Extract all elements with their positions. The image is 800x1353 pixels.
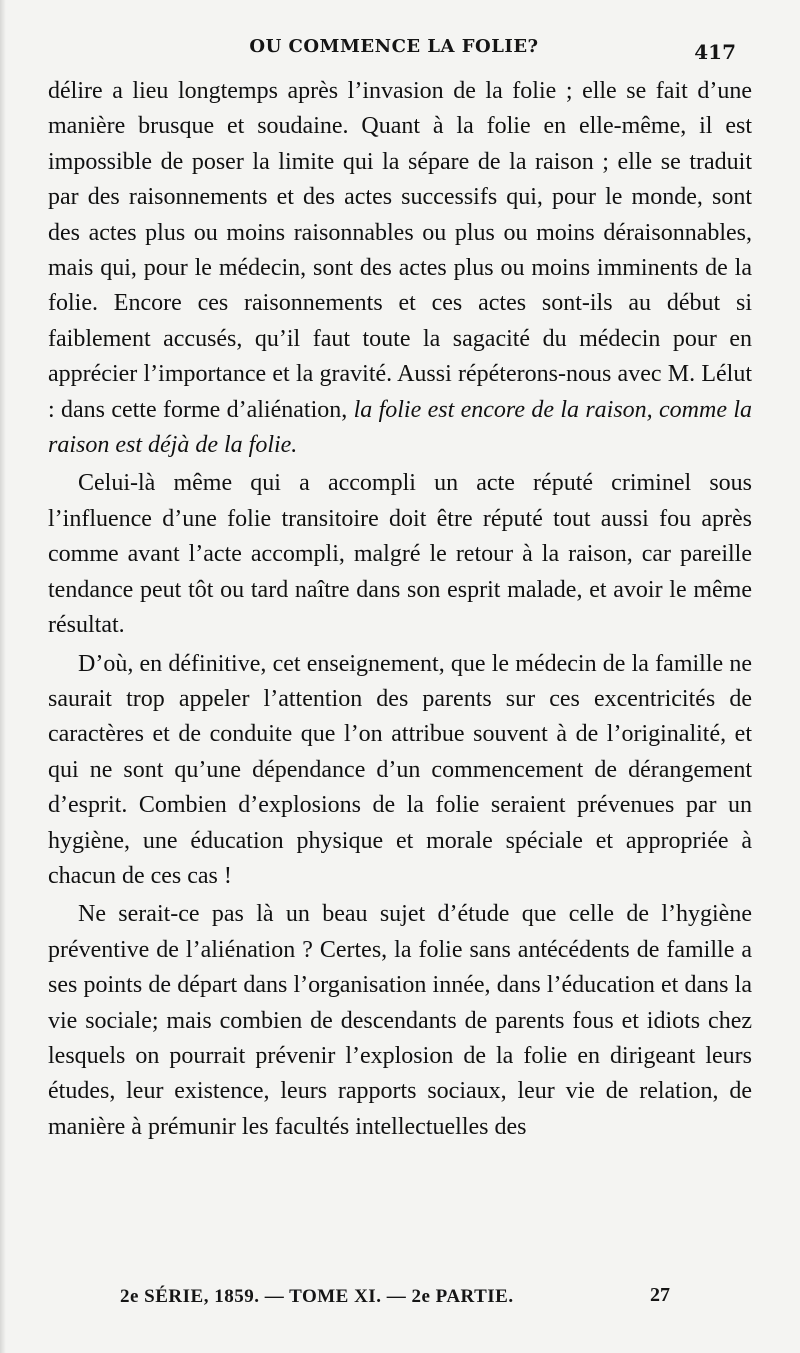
printer-signature: 2e SÉRIE, 1859. — TOME XI. — 2e PARTIE. [120,1286,514,1307]
paragraph-2: Celui-là même qui a accompli un acte réputé criminel sous l’influence d’une folie transitoire doit être réputé tout aussi fou après comme avant l’acte accompli, malgré le retour à la raison, car pareille tendance peut tôt ou tard naître dans son esprit malade, et avoir le même résultat. [48,470,752,639]
paragraph-1-text: délire a lieu longtemps après l’invasion de la folie ; elle se fait d’une manière brusque et soudaine. Quant à la folie en elle-même, il est impossible de poser la limite qui la sépare de la raison ; elle se traduit par des raisonnements et des actes successifs qui, pour le monde, sont des actes plus ou moins raisonnables ou plus ou moins déraisonnables, mais qui, pour le médecin, sont des actes plus ou moins imminents de la folie. Encore ces raisonnements et ces actes sont-ils au début si faiblement accusés, qu’il faut toute la sagacité du médecin pour en apprécier l’importance et la gravité. Aussi répéterons-nous avec M. Lélut : dans cette forme d’aliénation, [48,78,752,423]
page-edge-shadow [0,0,6,1353]
page-footer [48,1286,740,1316]
paragraph-1 [48,74,752,463]
sheet-number: 27 [650,1284,670,1306]
paragraph-4: Ne serait-ce pas là un beau sujet d’étude que celle de l’hygiène préventive de l’aliénation ? Certes, la folie sans antécédents de famille a ses points de départ dans l’organisation innée, dans l’éducation et dans la vie sociale; mais combien de descendants de parents fous et idiots chez lesquels on pourrait prévenir l’explosion de la folie en dirigeant leurs études, leur existence, leurs rapports sociaux, leur vie de relation, de manière à prémunir les facultés intellectuelles des [48,901,752,1140]
page-number: 417 [694,40,736,64]
page-header [48,34,740,68]
paragraph-1-quote: la folie est encore de la raison, comme la raison est déjà de la folie. [48,396,752,459]
running-title: OU COMMENCE LA FOLIE? [249,36,539,57]
body-text [48,74,752,1145]
paragraph-3: D’où, en définitive, cet enseignement, que le médecin de la famille ne saurait trop appeler l’attention des parents sur ces excentricités de caractères et de conduite que l’on attribue souvent à de l’originalité, et qui ne sont qu’une dépendance d’un commencement de dérangement d’esprit. Combien d’explosions de la folie seraient prévenues par un hygiène, une éducation physique et morale spéciale et appropriée à chacun de ces cas ! [48,650,752,889]
